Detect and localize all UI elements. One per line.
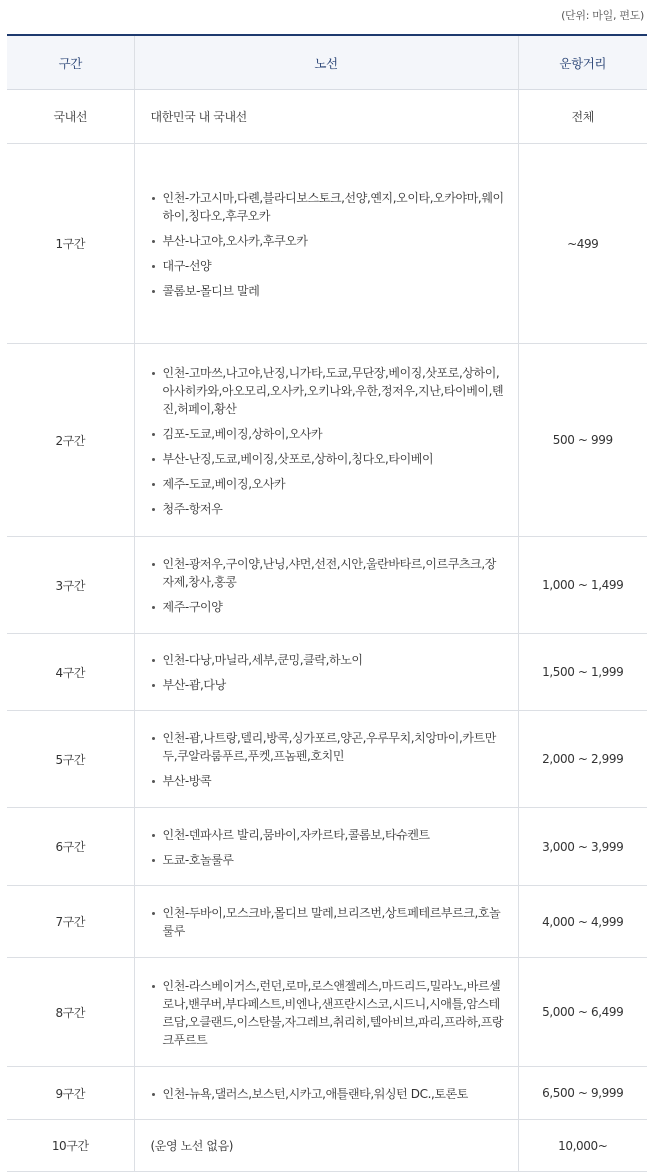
route-cell [134, 808, 518, 886]
route-list [151, 729, 506, 790]
distance-cell: 전체 [518, 90, 647, 144]
table-row [7, 958, 647, 1067]
distance-cell: 2,000 ~ 2,999 [518, 711, 647, 808]
table-row [7, 634, 647, 711]
header-distance: 운항거리 [518, 35, 647, 90]
route-item: 대구-선양 [151, 257, 506, 275]
route-cell [134, 144, 518, 344]
route-list [151, 826, 506, 869]
route-item: 인천-광저우,구이양,난닝,샤먼,선전,시안,울란바타르,이르쿠츠크,장자제,창사,홍콩 [151, 555, 506, 591]
distance-cell: 500 ~ 999 [518, 344, 647, 537]
route-item: 제주-구이양 [151, 598, 506, 616]
route-item: 인천-다낭,마닐라,세부,쿤밍,클락,하노이 [151, 651, 506, 669]
table-row [7, 144, 647, 344]
header-section: 구간 [7, 35, 134, 90]
route-item: 인천-두바이,모스크바,몰디브 말레,브리즈번,상트페테르부르크,호놀룰루 [151, 904, 506, 940]
route-item: 인천-뉴욕,댈러스,보스턴,시카고,애틀랜타,워싱턴 DC.,토론토 [151, 1085, 506, 1103]
table-row [7, 1120, 647, 1172]
section-cell: 9구간 [7, 1067, 134, 1120]
distance-cell: 10,000~ [518, 1120, 647, 1172]
section-cell: 8구간 [7, 958, 134, 1067]
route-item: 인천-고마쓰,나고야,난징,니가타,도쿄,무단장,베이징,삿포로,상하이,아사히카와,아오모리,오사카,오키나와,우한,정저우,지난,타이베이,톈진,허페이,황산 [151, 364, 506, 418]
route-item: 인천-라스베이거스,런던,로마,로스앤젤레스,마드리드,밀라노,바르셀로나,밴쿠버,부다페스트,비엔나,샌프란시스코,시드니,시애틀,암스테르담,오클랜드,이스탄불,자그레브,취리히,텔아비브,파리,프라하,프랑크푸르트 [151, 977, 506, 1049]
table-row [7, 886, 647, 958]
route-cell [134, 1120, 518, 1172]
section-cell: 2구간 [7, 344, 134, 537]
unit-note: (단위: 마일, 편도) [561, 9, 644, 22]
route-text: 대한민국 내 국내선 [150, 109, 247, 124]
route-item: 콜롬보-몰디브 말레 [151, 282, 506, 300]
route-item: 부산-방콕 [151, 772, 506, 790]
route-cell [134, 711, 518, 808]
route-list [151, 555, 506, 616]
distance-cell: ~499 [518, 144, 647, 344]
table-row [7, 537, 647, 634]
distance-cell: 4,000 ~ 4,999 [518, 886, 647, 958]
route-item: 도쿄-호놀룰루 [151, 851, 506, 869]
table-row [7, 808, 647, 886]
distance-cell: 1,000 ~ 1,499 [518, 537, 647, 634]
route-list [151, 904, 506, 940]
route-cell [134, 90, 518, 144]
route-item: 인천-괌,나트랑,델리,방콕,싱가포르,양곤,우루무치,치앙마이,카트만두,쿠알라룸푸르,푸켓,프놈펜,호치민 [151, 729, 506, 765]
route-item: 청주-항저우 [151, 500, 506, 518]
route-list [151, 651, 506, 694]
section-cell: 1구간 [7, 144, 134, 344]
route-item: 부산-괌,다낭 [151, 676, 506, 694]
section-cell: 6구간 [7, 808, 134, 886]
section-cell: 3구간 [7, 537, 134, 634]
distance-cell: 3,000 ~ 3,999 [518, 808, 647, 886]
route-list [151, 977, 506, 1049]
route-cell [134, 958, 518, 1067]
section-cell: 국내선 [7, 90, 134, 144]
route-cell [134, 886, 518, 958]
route-list [151, 1085, 506, 1103]
table-header-row [7, 35, 647, 90]
route-item: 김포-도쿄,베이징,상하이,오사카 [151, 425, 506, 443]
header-route: 노선 [134, 35, 518, 90]
route-cell [134, 537, 518, 634]
route-item: 부산-나고야,오사카,후쿠오카 [151, 232, 506, 250]
table-row [7, 344, 647, 537]
section-cell: 10구간 [7, 1120, 134, 1172]
route-item: 인천-덴파사르 발리,뭄바이,자카르타,콜롬보,타슈켄트 [151, 826, 506, 844]
mileage-route-table [7, 34, 647, 1172]
distance-cell: 6,500 ~ 9,999 [518, 1067, 647, 1120]
section-cell: 7구간 [7, 886, 134, 958]
route-text: (운영 노선 없음) [150, 1138, 234, 1153]
route-list [151, 364, 506, 518]
route-cell [134, 1067, 518, 1120]
route-list [151, 189, 506, 300]
table-row [7, 711, 647, 808]
route-item: 부산-난징,도쿄,베이징,삿포로,상하이,칭다오,타이베이 [151, 450, 506, 468]
section-cell: 5구간 [7, 711, 134, 808]
route-cell [134, 344, 518, 537]
distance-cell: 5,000 ~ 6,499 [518, 958, 647, 1067]
table-row [7, 1067, 647, 1120]
table-row [7, 90, 647, 144]
route-item: 제주-도쿄,베이징,오사카 [151, 475, 506, 493]
route-item: 인천-가고시마,다롄,블라디보스토크,선양,옌지,오이타,오카야마,웨이하이,칭다오,후쿠오카 [151, 189, 506, 225]
route-cell [134, 634, 518, 711]
section-cell: 4구간 [7, 634, 134, 711]
distance-cell: 1,500 ~ 1,999 [518, 634, 647, 711]
